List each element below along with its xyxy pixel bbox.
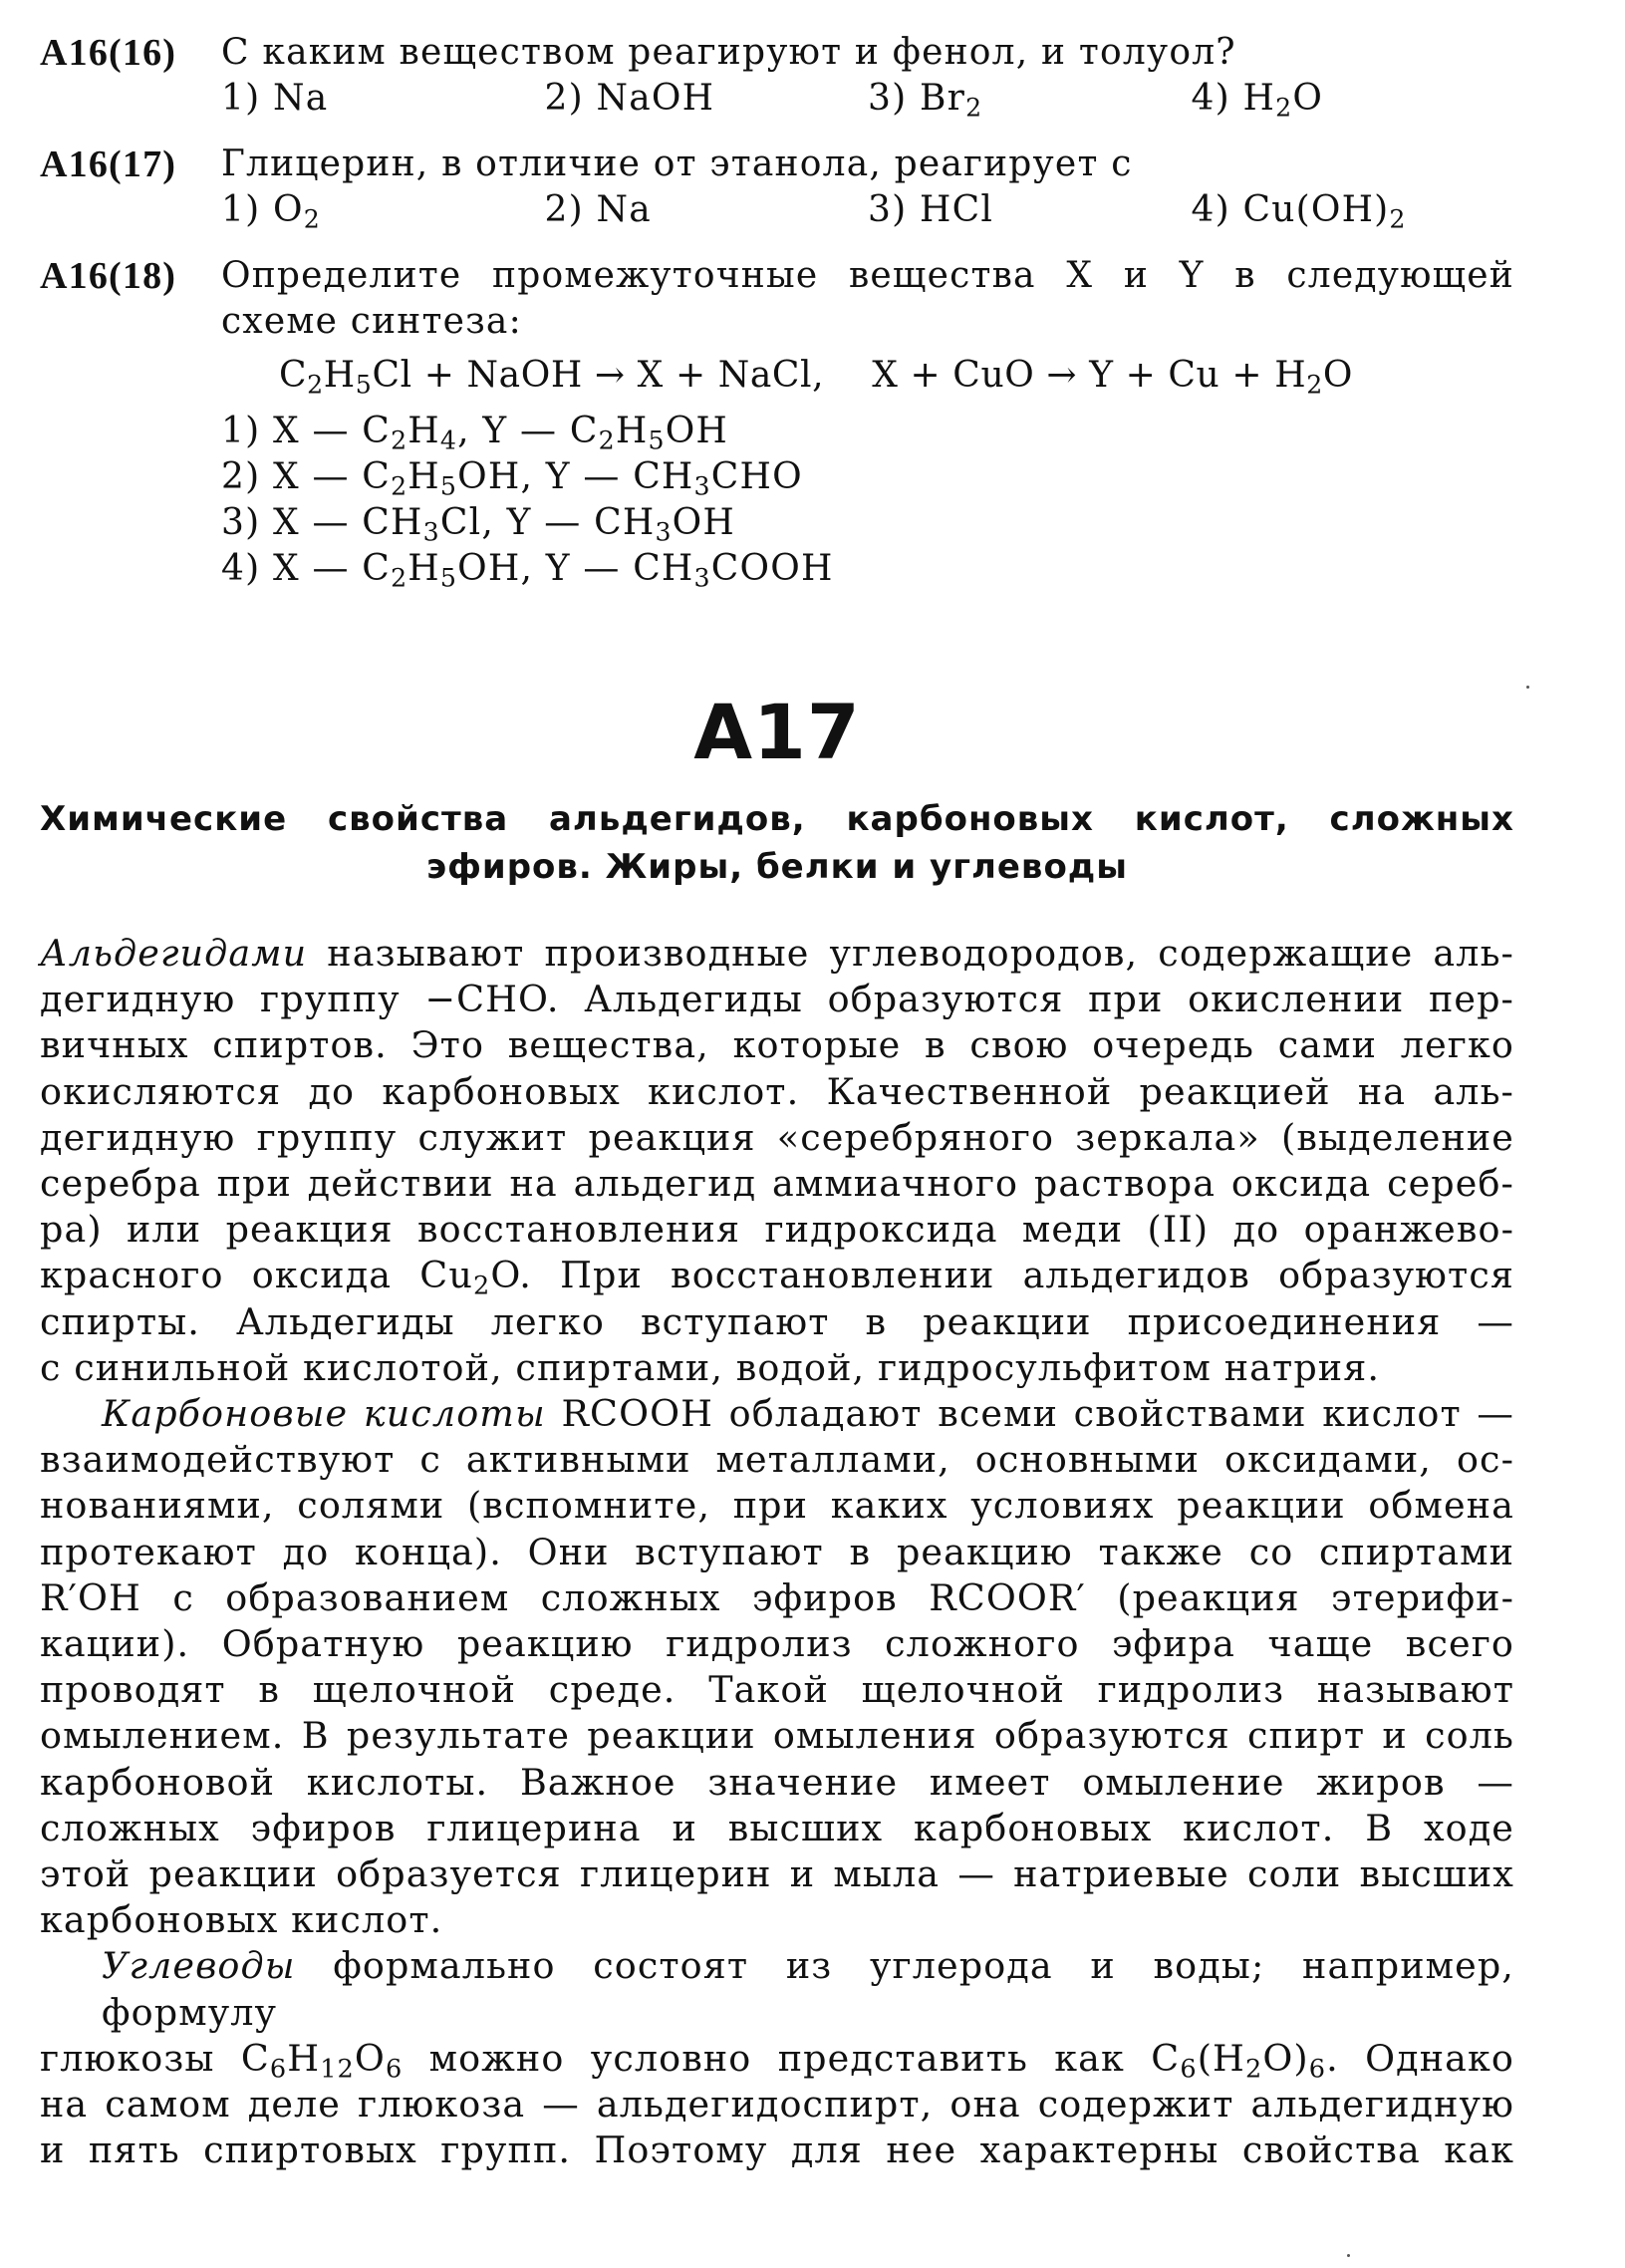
text-line: кации). Обратную реакцию гидролиз сложного эфира чаще всего: [40, 1622, 1514, 1666]
page: [40, 30, 1514, 2173]
section-subtitle: [40, 795, 1514, 891]
text-line: серебра при действии на альдегид аммиачного раствора оксида сереб-: [40, 1162, 1514, 1206]
text-line: протекают до конца). Они вступают в реакцию также со спиртами: [40, 1530, 1514, 1573]
text-line: окисляются до карбоновых кислот. Качественной реакцией на аль-: [40, 1069, 1514, 1113]
body-text: [40, 931, 1514, 2173]
text-line: карбоновых кислот.: [40, 1898, 443, 1942]
scan-speck: [1526, 686, 1529, 689]
question-number: А16(18): [40, 255, 177, 297]
synthesis-scheme: [279, 353, 1514, 399]
answer-option[interactable]: 3) $Br_2$: [868, 78, 983, 123]
text-line: с синильной кислотой, спиртами, водой, гидросульфитом натрия.: [40, 1345, 1381, 1389]
text-line: спирты. Альдегиды легко вступают в реакции присоединения —: [40, 1299, 1514, 1343]
stem-line: схеме синтеза:: [221, 301, 522, 342]
text-line: Альдегидами называют производные углеводородов, содержащие аль-: [40, 932, 1514, 975]
text-line: и пять спиртовых групп. Поэтому для нее характерны свойства как: [40, 2128, 1514, 2172]
answer-option[interactable]: 4) $Cu(OH)_2$: [1191, 189, 1407, 234]
question-a16-17: [40, 142, 1514, 233]
answer-option[interactable]: 4) X — $C_2H_5OH$, Y — $CH_3COOH$: [221, 548, 834, 593]
subtitle-word: кислот,: [1134, 799, 1289, 839]
text-line: взаимодействуют с активными металлами, основными оксидами, ос-: [40, 1438, 1514, 1482]
answer-option[interactable]: 2) X — $C_2H_5OH$, Y — $CH_3CHO$: [221, 456, 803, 501]
text-line: на самом деле глюкоза — альдегидоспирт, она содержит альдегидную: [40, 2083, 1514, 2126]
answer-option[interactable]: 2) Na: [544, 189, 652, 230]
text-line: R′OH с образованием сложных эфиров RCOOR′ (реакция этерифи-: [40, 1575, 1514, 1619]
text-line: нованиями, солями (вспомните, при каких условиях реакции обмена: [40, 1484, 1514, 1528]
text-line: красного оксида $Cu_2O$. При восстановлении альдегидов образуются: [40, 1254, 1515, 1301]
text-line: Углеводы формально состоят из углерода и воды; например, формулу: [102, 1944, 1514, 2034]
paragraph-aldehydes: [40, 931, 1514, 1391]
text-line: ра) или реакция восстановления гидроксида меди (II) до оранжево-: [40, 1208, 1514, 1252]
answer-option[interactable]: 1) X — $C_2H_4$, Y — $C_2H_5OH$: [221, 411, 729, 455]
scheme-step: X + CuO → $Y + Cu + H_2O$: [872, 355, 1353, 400]
question-number: А16(16): [40, 32, 177, 74]
question-a16-18: [40, 253, 1514, 592]
question-stem: [221, 253, 1514, 345]
text-line: этой реакции образуется глицерин и мыла — натриевые соли высших: [40, 1852, 1514, 1896]
answer-option[interactable]: 3) X — $CH_3Cl$, Y — $CH_3OH$: [221, 502, 735, 547]
scheme-step: $C_2H_5Cl$ + NaOH → X + NaCl,: [279, 355, 825, 400]
question-stem: С каким веществом реагируют и фенол, и толуол?: [221, 32, 1236, 73]
question-number: А16(17): [40, 143, 177, 185]
text-line: сложных эфиров глицерина и высших карбоновых кислот. В ходе: [40, 1806, 1514, 1849]
paragraph-carbohydrates: [40, 1943, 1514, 2173]
subtitle-word: Химические: [40, 799, 288, 839]
subtitle-word: свойства: [327, 799, 509, 839]
text-line: проводят в щелочной среде. Такой щелочной гидролиз называют: [40, 1668, 1514, 1712]
answer-options: [221, 76, 1514, 122]
text-line: вичных спиртов. Это вещества, которые в свою очередь сами легко: [40, 1023, 1514, 1067]
question-stem: Глицерин, в отличие от этанола, реагирует с: [221, 143, 1133, 184]
subtitle-line-2: эфиров. Жиры, белки и углеводы: [425, 847, 1129, 887]
text-line: глюкозы $C_6H_{12}O_6$ можно условно представить как $C_6(H_2O)_6$. Однако: [40, 2036, 1514, 2085]
answer-option[interactable]: 1) $O_2$: [221, 189, 321, 234]
answer-option[interactable]: 4) $H_2O$: [1191, 78, 1324, 123]
text-line: карбоновой кислоты. Важное значение имеет омыление жиров —: [40, 1760, 1514, 1804]
paragraph-carboxylic-acids: [40, 1391, 1514, 1943]
text-line: дегидную группу служит реакция «серебряного зеркала» (выделение: [40, 1115, 1514, 1159]
answer-option[interactable]: 2) NaOH: [544, 78, 715, 119]
answer-option[interactable]: 1) Na: [221, 78, 329, 119]
subtitle-word: сложных: [1329, 799, 1514, 839]
section-title: А17: [693, 688, 861, 776]
text-line: Карбоновые кислоты RCOOH обладают всеми свойствами кислот —: [102, 1392, 1514, 1436]
answer-options: [221, 187, 1514, 233]
scan-speck: [1347, 2254, 1350, 2257]
text-line: омылением. В результате реакции омыления образуются спирт и соль: [40, 1714, 1514, 1758]
answer-options: [221, 409, 1514, 592]
subtitle-word: карбоновых: [846, 799, 1094, 839]
answer-option[interactable]: 3) HCl: [868, 189, 994, 230]
text-line: дегидную группу −CHO. Альдегиды образуются при окислении пер-: [40, 978, 1514, 1021]
stem-line: Определите промежуточные вещества X и Y в следующей: [221, 255, 1514, 296]
subtitle-word: альдегидов,: [548, 799, 806, 839]
subtitle-line-1: [40, 795, 1514, 843]
question-a16-16: [40, 30, 1514, 122]
